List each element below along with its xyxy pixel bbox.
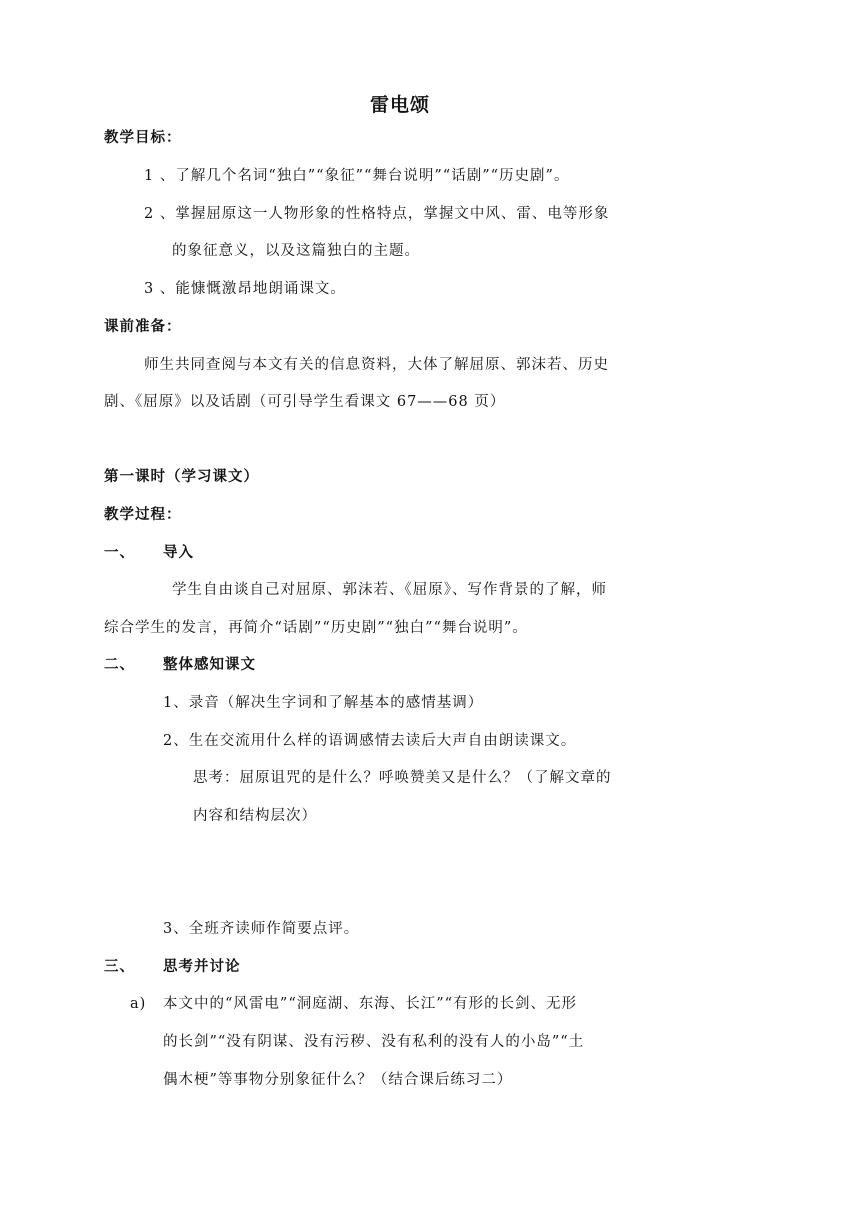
- section-3-item-a-line-2: 的长剑”“没有阴谋、没有污秽、没有私利的没有人的小岛”“土: [163, 1034, 585, 1050]
- section-2-title: 整体感知课文: [163, 656, 256, 673]
- section-2-item-1: 1、录音（解决生字词和了解基本的感情基调）: [163, 695, 484, 711]
- section-3-item-a-label: a): [130, 996, 147, 1012]
- preparation-heading: 课前准备：: [104, 318, 182, 335]
- preparation-line-2: 剧、《屈原》以及话剧（可引导学生看课文 67——68 页）: [104, 394, 506, 410]
- section-3-item-a-line-1: 本文中的“风雷电”“洞庭湖、东海、长江”“有形的长剑、无形: [163, 996, 578, 1012]
- section-2-number: 二、: [104, 656, 135, 673]
- objective-item-2-line-1: 2 、掌握屈原这一人物形象的性格特点，掌握文中风、雷、电等形象: [144, 206, 610, 222]
- objectives-heading: 教学目标：: [104, 129, 182, 146]
- page-title: 雷电颂: [369, 94, 430, 116]
- section-2-item-2: 2、生在交流用什么样的语调感情去读后大声自由朗读课文。: [163, 733, 577, 749]
- lesson-1-heading: 第一课时（学习课文）: [104, 468, 259, 485]
- objective-item-3: 3 、能慷慨激昂地朗诵课文。: [144, 281, 346, 297]
- section-3-number: 三、: [104, 958, 135, 975]
- process-heading: 教学过程：: [104, 506, 182, 523]
- section-1-line-1: 学生自由谈自己对屈原、郭沫若、《屈原》、写作背景的了解，师: [172, 582, 607, 598]
- section-2-item-3: 3、全班齐读师作简要点评。: [163, 921, 360, 937]
- section-1-line-2: 综合学生的发言，再简介“话剧”“历史剧”“独白”“舞台说明”。: [104, 620, 528, 636]
- section-3-title: 思考并讨论: [163, 958, 241, 975]
- section-3-item-a-line-3: 偶木梗”等事物分别象征什么？（结合课后练习二）: [163, 1072, 513, 1088]
- objective-item-2-line-2: 的象征意义，以及这篇独白的主题。: [172, 243, 420, 259]
- section-1-number: 一、: [104, 544, 135, 561]
- objective-item-1: 1 、了解几个名词“独白”“象征”“舞台说明”“话剧”“历史剧”。: [144, 168, 570, 184]
- section-2-think-line-1: 思考：屈原诅咒的是什么？呼唤赞美又是什么？（了解文章的: [193, 770, 612, 786]
- preparation-line-1: 师生共同查阅与本文有关的信息资料，大体了解屈原、郭沫若、历史: [144, 357, 609, 373]
- section-2-think-line-2: 内容和结构层次）: [193, 808, 317, 824]
- section-1-title: 导入: [163, 544, 194, 561]
